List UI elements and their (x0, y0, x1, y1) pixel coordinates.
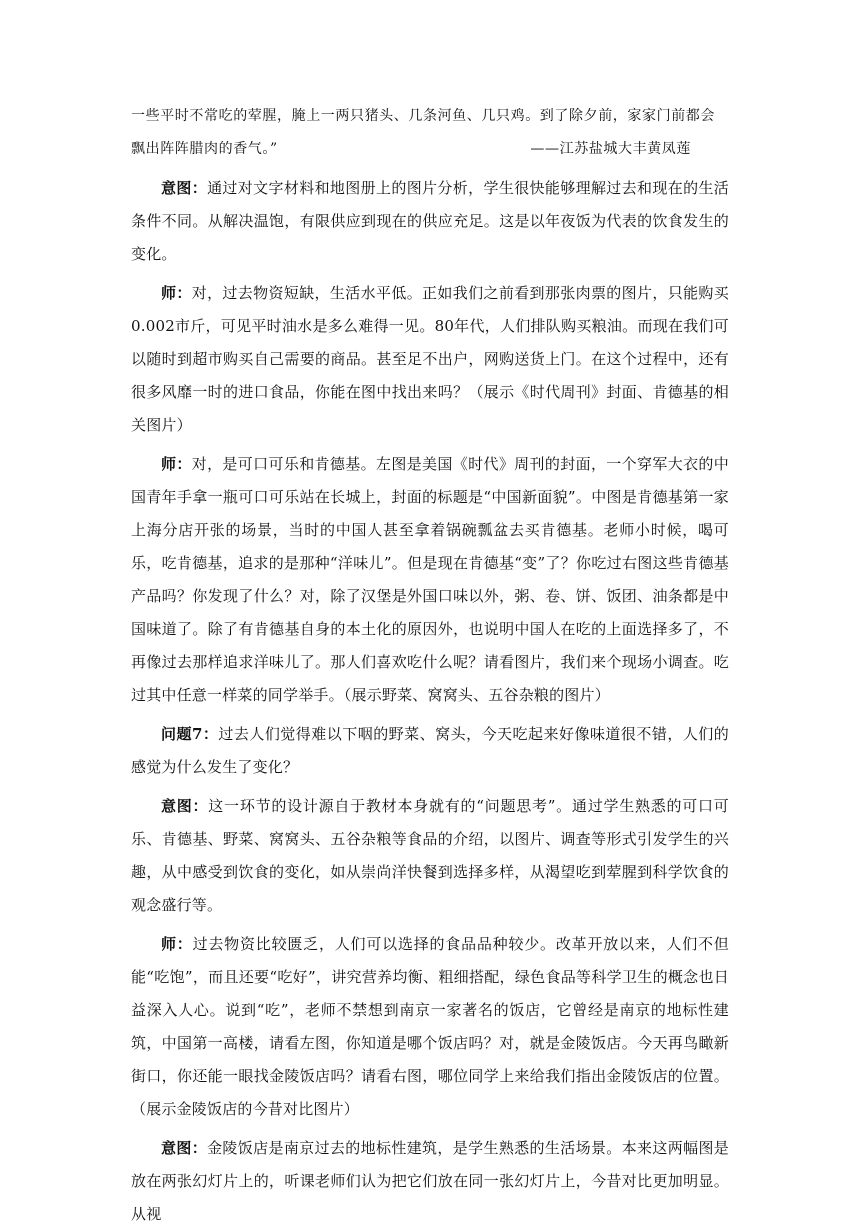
paragraph-label: 意图： (161, 1139, 208, 1157)
quote-line-2-text: 飘出阵阵腊肉的香气。” (131, 141, 278, 157)
paragraph-text: 过去人们觉得难以下咽的野菜、窝头，今天吃起来好像味道很不错，人们的感觉为什么发生了变化？ (131, 725, 729, 776)
paragraph-text: 金陵饭店是南京过去的地标性建筑，是学生熟悉的生活场景。本来这两幅图是放在两张幻灯片上的，听课老师们认为把它们放在同一张幻灯片上，今昔对比更加明显。从视 (131, 1139, 729, 1223)
quote-line-2 (131, 133, 729, 166)
paragraph-label: 师： (161, 935, 193, 953)
paragraph-intent-2 (131, 790, 729, 922)
quote-source: ——江苏盐城大丰黄凤莲 (530, 141, 691, 157)
document-page (131, 100, 729, 1231)
paragraph-question-7 (131, 718, 729, 784)
paragraph-text: 对，是可口可乐和肯德基。左图是美国《时代》周刊的封面，一个穿军大衣的中国青年手拿一瓶可口可乐站在长城上，封面的标题是“中国新面貌”。中图是肯德基第一家上海分店开张的场景，当时的中国人甚至拿着锅碗瓢盆去买肯德基。老师小时候，喝可乐，吃肯德基，追求的是那种“洋味儿”。但是现在肯德基“变”了？你吃过右图这些肯德基产品吗？你发现了什么？对，除了汉堡是外国口味以外，粥、卷、饼、饭团、油条都是中国味道了。除了有肯德基自身的本土化的原因外，也说明中国人在吃的上面选择多了，不再像过去那样追求洋味儿了。那人们喜欢吃什么呢？请看图片，我们来个现场小调查。吃过其中任意一样菜的同学举手。（展示野菜、窝窝头、五谷杂粮的图片） (131, 455, 729, 704)
paragraph-text: 通过对文字材料和地图册上的图片分析，学生很快能够理解过去和现在的生活条件不同。从解决温饱，有限供应到现在的供应充足。这是以年夜饭为代表的饮食发生的变化。 (131, 179, 729, 263)
paragraph-label: 意图： (161, 797, 209, 815)
quote-line-1: 一些平时不常吃的荤腥，腌上一两只猪头、几条河鱼、几只鸡。到了除夕前，家家门前都会 (131, 108, 715, 124)
paragraph-teacher-1 (131, 277, 729, 442)
paragraph-text: 对，过去物资短缺，生活水平低。正如我们之前看到那张肉票的图片，只能购买0.002市斤，可见平时油水是多么难得一见。80年代，人们排队购买粮油。而现在我们可以随时到超市购买自己需要的商品。甚至足不出户，网购送货上门。在这个过程中，还有很多风靡一时的进口食品，你能在图中找出来吗？（展示《时代周刊》封面、肯德基的相关图片） (131, 284, 729, 434)
paragraph-teacher-3 (131, 928, 729, 1126)
paragraph-label: 意图： (161, 179, 208, 197)
paragraph-text: 这一环节的设计源自于教材本身就有的“问题思考”。通过学生熟悉的可口可乐、肯德基、野菜、窝窝头、五谷杂粮等食品的介绍，以图片、调查等形式引发学生的兴趣，从中感受到饮食的变化，如从崇尚洋快餐到选择多样，从渴望吃到荤腥到科学饮食的观念盛行等。 (131, 797, 729, 914)
paragraph-label: 问题7： (161, 725, 219, 743)
paragraph-text: 过去物资比较匮乏，人们可以选择的食品品种较少。改革开放以来，人们不但能“吃饱”，而且还要“吃好”，讲究营养均衡、粗细搭配，绿色食品等科学卫生的概念也日益深入人心。说到“吃”，老师不禁想到南京一家著名的饭店，它曾经是南京的地标性建筑，中国第一高楼，请看左图，你知道是哪个饭店吗？对，就是金陵饭店。今天再鸟瞰新街口，你还能一眼找金陵饭店吗？请看右图，哪位同学上来给我们指出金陵饭店的位置。（展示金陵饭店的今昔对比图片） (131, 935, 729, 1118)
paragraph-intent-1 (131, 172, 729, 271)
paragraph-label: 师： (161, 455, 192, 473)
paragraph-teacher-2 (131, 448, 729, 712)
paragraph-label: 师： (161, 284, 192, 302)
paragraph-intent-3 (131, 1132, 729, 1231)
